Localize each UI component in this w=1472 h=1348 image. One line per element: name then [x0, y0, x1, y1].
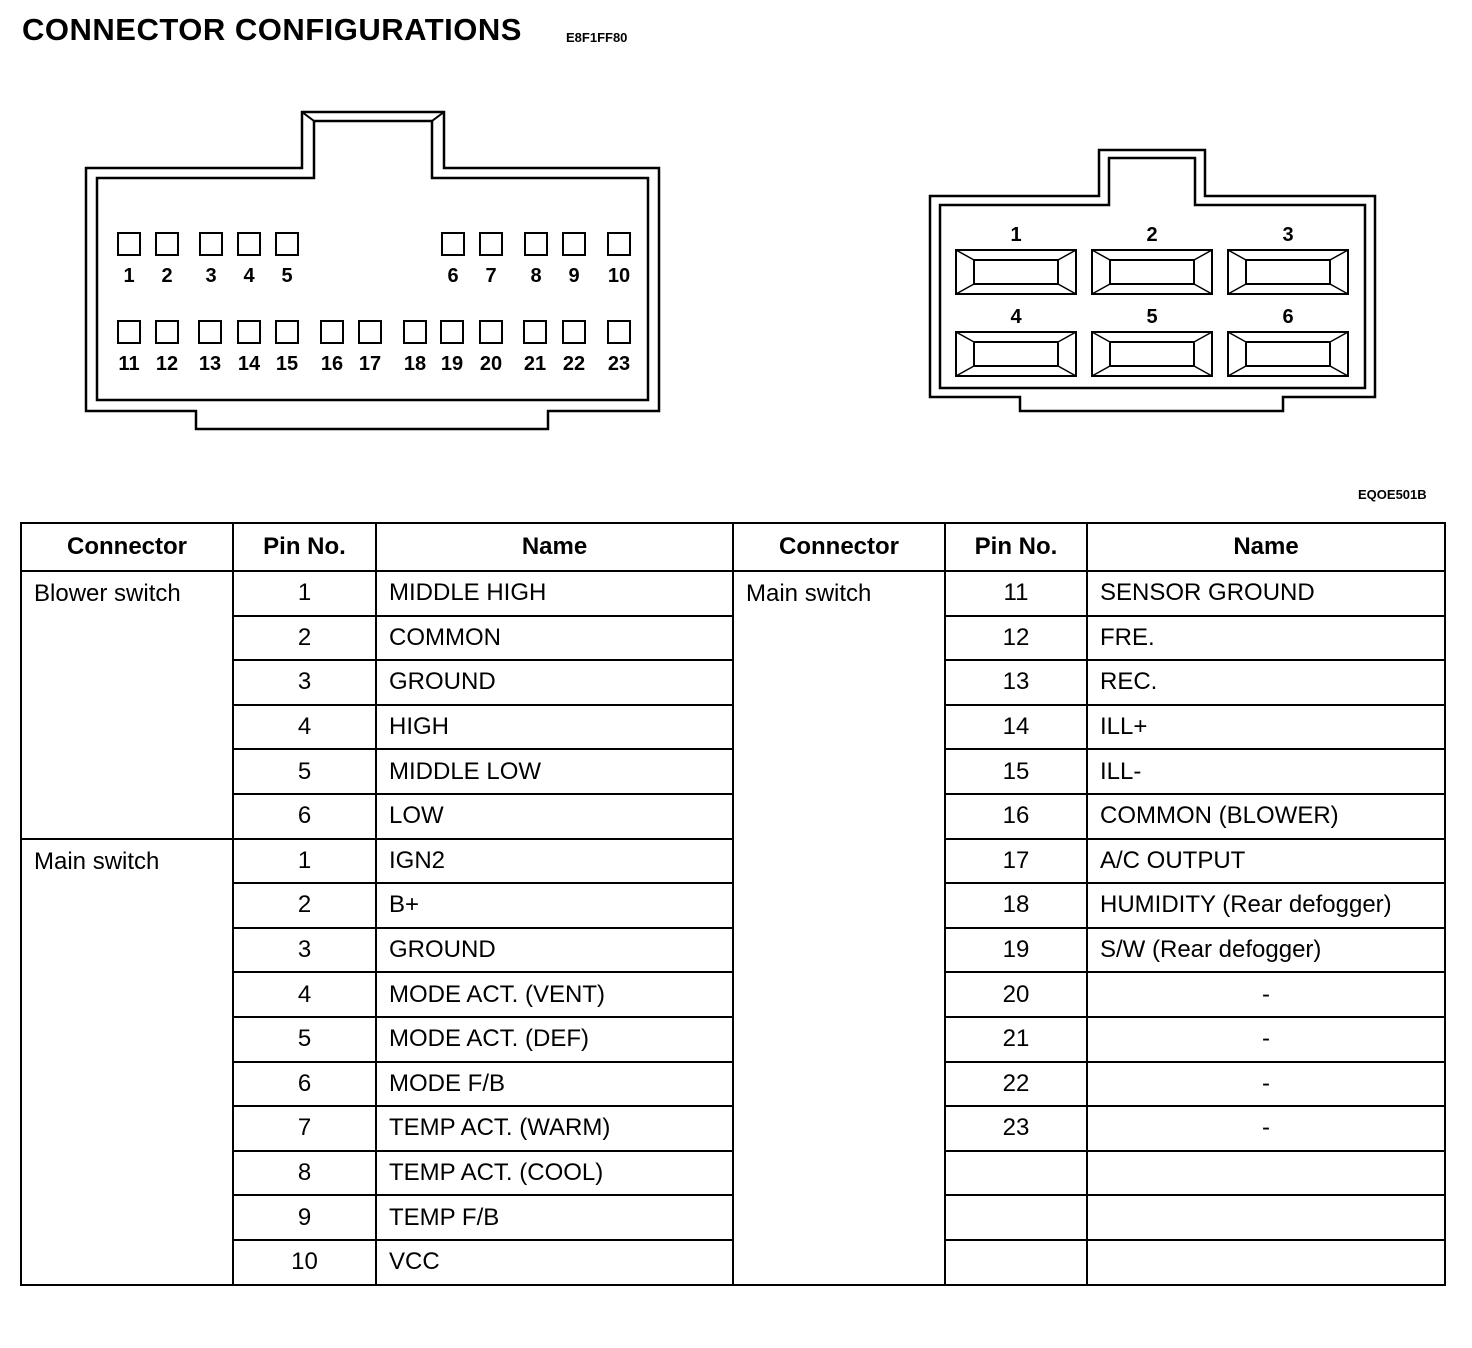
pin-name-cell: COMMON	[376, 616, 733, 661]
pin-terminal	[238, 321, 260, 343]
pin-name-cell: MODE F/B	[376, 1062, 733, 1107]
pin-name-cell: LOW	[376, 794, 733, 839]
connector-name-cell: Blower switch	[21, 571, 233, 839]
pin-number-label: 6	[447, 265, 459, 287]
pin-number-label: 1	[1010, 224, 1022, 246]
pin-name-cell: ILL+	[1087, 705, 1445, 750]
pin-number-cell: 2	[233, 883, 376, 928]
pin-terminal-inner	[1246, 342, 1330, 366]
connector-a-pin	[276, 321, 298, 375]
pin-name-cell: A/C OUTPUT	[1087, 839, 1445, 884]
pin-terminal	[563, 321, 585, 343]
pin-terminal	[525, 233, 547, 255]
pin-name-cell: COMMON (BLOWER)	[1087, 794, 1445, 839]
pin-name-cell	[1087, 1240, 1445, 1285]
connector-a-pin	[480, 233, 502, 287]
pin-name-cell	[1087, 1195, 1445, 1240]
pin-name-cell: B+	[376, 883, 733, 928]
connector-a-pin	[156, 321, 178, 375]
connector-a-pin	[608, 233, 630, 287]
pin-number-cell: 4	[233, 705, 376, 750]
pin-number-label: 13	[198, 353, 222, 375]
pin-name-cell: GROUND	[376, 928, 733, 973]
pin-number-cell: 15	[945, 749, 1087, 794]
pin-number-label: 6	[1282, 306, 1294, 328]
pin-terminal	[118, 321, 140, 343]
pin-number-cell	[945, 1240, 1087, 1285]
pin-name-cell: SENSOR GROUND	[1087, 571, 1445, 616]
pin-number-label: 12	[155, 353, 179, 375]
pin-name-cell: MODE ACT. (DEF)	[376, 1017, 733, 1062]
pin-number-label: 16	[320, 353, 344, 375]
pin-number-cell: 23	[945, 1106, 1087, 1151]
pin-terminal	[156, 321, 178, 343]
pin-terminal	[321, 321, 343, 343]
pin-name-cell: -	[1087, 972, 1445, 1017]
pin-number-cell: 8	[233, 1151, 376, 1196]
pin-terminal	[276, 233, 298, 255]
pin-number-label: 5	[1146, 306, 1158, 328]
pin-terminal	[359, 321, 381, 343]
pin-number-cell: 3	[233, 660, 376, 705]
pin-number-label: 10	[607, 265, 631, 287]
pin-number-cell: 12	[945, 616, 1087, 661]
pin-terminal	[608, 321, 630, 343]
pin-terminal	[441, 321, 463, 343]
figure-code: EQOE501B	[1358, 487, 1427, 502]
connector-a-pin	[118, 321, 140, 375]
header-pin-no: Pin No.	[945, 523, 1087, 571]
pin-name-cell: TEMP F/B	[376, 1195, 733, 1240]
pin-number-cell: 7	[233, 1106, 376, 1151]
table-row	[21, 839, 733, 884]
pin-number-label: 20	[479, 353, 503, 375]
pin-name-cell: VCC	[376, 1240, 733, 1285]
connector-name-cell: Main switch	[21, 839, 233, 1285]
pin-name-cell: GROUND	[376, 660, 733, 705]
section-code: E8F1FF80	[566, 30, 628, 45]
pin-terminal	[442, 233, 464, 255]
connector-a-pin	[238, 233, 260, 287]
pin-number-label: 22	[562, 353, 586, 375]
header-connector: Connector	[21, 523, 233, 571]
pin-terminal	[608, 233, 630, 255]
pin-number-label: 5	[281, 265, 293, 287]
table-row	[21, 571, 733, 616]
connector-a-pin	[200, 233, 222, 287]
table-row	[733, 571, 1445, 616]
pin-terminal	[524, 321, 546, 343]
pin-number-label: 9	[568, 265, 580, 287]
pin-name-cell: MIDDLE LOW	[376, 749, 733, 794]
header-name: Name	[1087, 523, 1445, 571]
pin-number-cell: 19	[945, 928, 1087, 973]
pin-terminal-inner	[1110, 260, 1194, 284]
connector-b-inner-outline	[940, 158, 1365, 388]
pin-number-cell: 16	[945, 794, 1087, 839]
connector-b-outline	[930, 150, 1375, 411]
pin-number-label: 1	[123, 265, 135, 287]
pin-name-cell: -	[1087, 1017, 1445, 1062]
pin-number-cell: 5	[233, 1017, 376, 1062]
connector-a-pin	[276, 233, 298, 287]
connector-a-pin	[480, 321, 502, 375]
header-connector: Connector	[733, 523, 945, 571]
pin-number-cell: 2	[233, 616, 376, 661]
pin-name-cell: REC.	[1087, 660, 1445, 705]
connector-a-pin	[156, 233, 178, 287]
connector-drawings	[0, 0, 1472, 480]
pin-number-label: 19	[440, 353, 464, 375]
pin-number-label: 2	[161, 265, 173, 287]
pin-number-cell	[945, 1151, 1087, 1196]
pin-number-cell: 3	[233, 928, 376, 973]
pin-number-label: 3	[1282, 224, 1294, 246]
pin-number-label: 23	[607, 353, 631, 375]
pin-number-cell: 6	[233, 1062, 376, 1107]
pin-table-right	[732, 522, 1446, 1286]
connector-b-pin	[956, 224, 1076, 294]
pin-number-label: 4	[243, 265, 255, 287]
connector-a-pins	[118, 233, 630, 375]
pin-number-cell: 13	[945, 660, 1087, 705]
connector-a-pin	[563, 233, 585, 287]
pin-name-cell: IGN2	[376, 839, 733, 884]
connector-a-pin	[199, 321, 221, 375]
pin-number-label: 18	[403, 353, 427, 375]
pin-number-label: 11	[118, 353, 140, 375]
pin-terminal-inner	[1110, 342, 1194, 366]
connector-b-pin	[1092, 224, 1212, 294]
pin-name-cell	[1087, 1151, 1445, 1196]
pin-name-cell: -	[1087, 1106, 1445, 1151]
pin-name-cell: -	[1087, 1062, 1445, 1107]
pin-number-label: 2	[1146, 224, 1158, 246]
pin-terminal	[238, 233, 260, 255]
pin-number-cell: 9	[233, 1195, 376, 1240]
pin-number-cell: 1	[233, 571, 376, 616]
header-name: Name	[376, 523, 733, 571]
pin-name-cell: S/W (Rear defogger)	[1087, 928, 1445, 973]
pin-number-cell: 14	[945, 705, 1087, 750]
pin-number-label: 4	[1010, 306, 1022, 328]
pin-terminal	[118, 233, 140, 255]
pin-name-cell: HUMIDITY (Rear defogger)	[1087, 883, 1445, 928]
pin-terminal-inner	[1246, 260, 1330, 284]
connector-a-pin	[563, 321, 585, 375]
pin-name-cell: ILL-	[1087, 749, 1445, 794]
pin-terminal-inner	[974, 260, 1058, 284]
connector-a-pin	[524, 321, 546, 375]
pin-name-cell: FRE.	[1087, 616, 1445, 661]
connector-a-pin	[359, 321, 381, 375]
pin-number-cell: 11	[945, 571, 1087, 616]
connector-a-pin	[525, 233, 547, 287]
pin-terminal	[156, 233, 178, 255]
pin-number-cell: 22	[945, 1062, 1087, 1107]
pin-terminal	[276, 321, 298, 343]
connector-a-pin	[118, 233, 140, 287]
pin-number-cell: 1	[233, 839, 376, 884]
pin-number-cell: 4	[233, 972, 376, 1017]
pin-name-cell: TEMP ACT. (COOL)	[376, 1151, 733, 1196]
table-header-row	[733, 523, 1445, 571]
pin-number-cell: 5	[233, 749, 376, 794]
pin-number-label: 7	[485, 265, 497, 287]
pin-terminal	[480, 321, 502, 343]
table-header-row	[21, 523, 733, 571]
pin-number-cell: 6	[233, 794, 376, 839]
connector-b-pin	[1228, 224, 1348, 294]
pin-terminal	[404, 321, 426, 343]
connector-a-pin	[321, 321, 343, 375]
pin-name-cell: TEMP ACT. (WARM)	[376, 1106, 733, 1151]
pin-terminal-inner	[974, 342, 1058, 366]
pin-number-label: 8	[530, 265, 542, 287]
pin-name-cell: HIGH	[376, 705, 733, 750]
connector-a-pin	[441, 321, 463, 375]
pin-number-label: 14	[237, 353, 261, 375]
connector-b-pin	[1228, 306, 1348, 376]
pin-terminal	[199, 321, 221, 343]
page-title: CONNECTOR CONFIGURATIONS	[22, 12, 522, 47]
pin-name-cell: MIDDLE HIGH	[376, 571, 733, 616]
pin-number-label: 15	[275, 353, 299, 375]
pin-number-cell	[945, 1195, 1087, 1240]
pin-terminal	[480, 233, 502, 255]
connector-a-pin	[238, 321, 261, 375]
connector-a-pin	[442, 233, 464, 287]
connector-b-pins	[956, 224, 1348, 376]
pin-terminal	[200, 233, 222, 255]
pin-number-cell: 18	[945, 883, 1087, 928]
pin-number-label: 17	[358, 353, 382, 375]
pin-table-left	[20, 522, 734, 1286]
pin-number-cell: 21	[945, 1017, 1087, 1062]
pin-terminal	[563, 233, 585, 255]
connector-b-pin	[956, 306, 1076, 376]
pin-number-cell: 10	[233, 1240, 376, 1285]
pin-name-cell: MODE ACT. (VENT)	[376, 972, 733, 1017]
pin-number-label: 3	[205, 265, 217, 287]
pin-number-label: 21	[523, 353, 547, 375]
connector-name-cell: Main switch	[733, 571, 945, 1285]
connector-b-pin	[1092, 306, 1212, 376]
connector-a-pin	[608, 321, 630, 375]
connector-a-pin	[404, 321, 426, 375]
pin-number-cell: 20	[945, 972, 1087, 1017]
header-pin-no: Pin No.	[233, 523, 376, 571]
pin-number-cell: 17	[945, 839, 1087, 884]
